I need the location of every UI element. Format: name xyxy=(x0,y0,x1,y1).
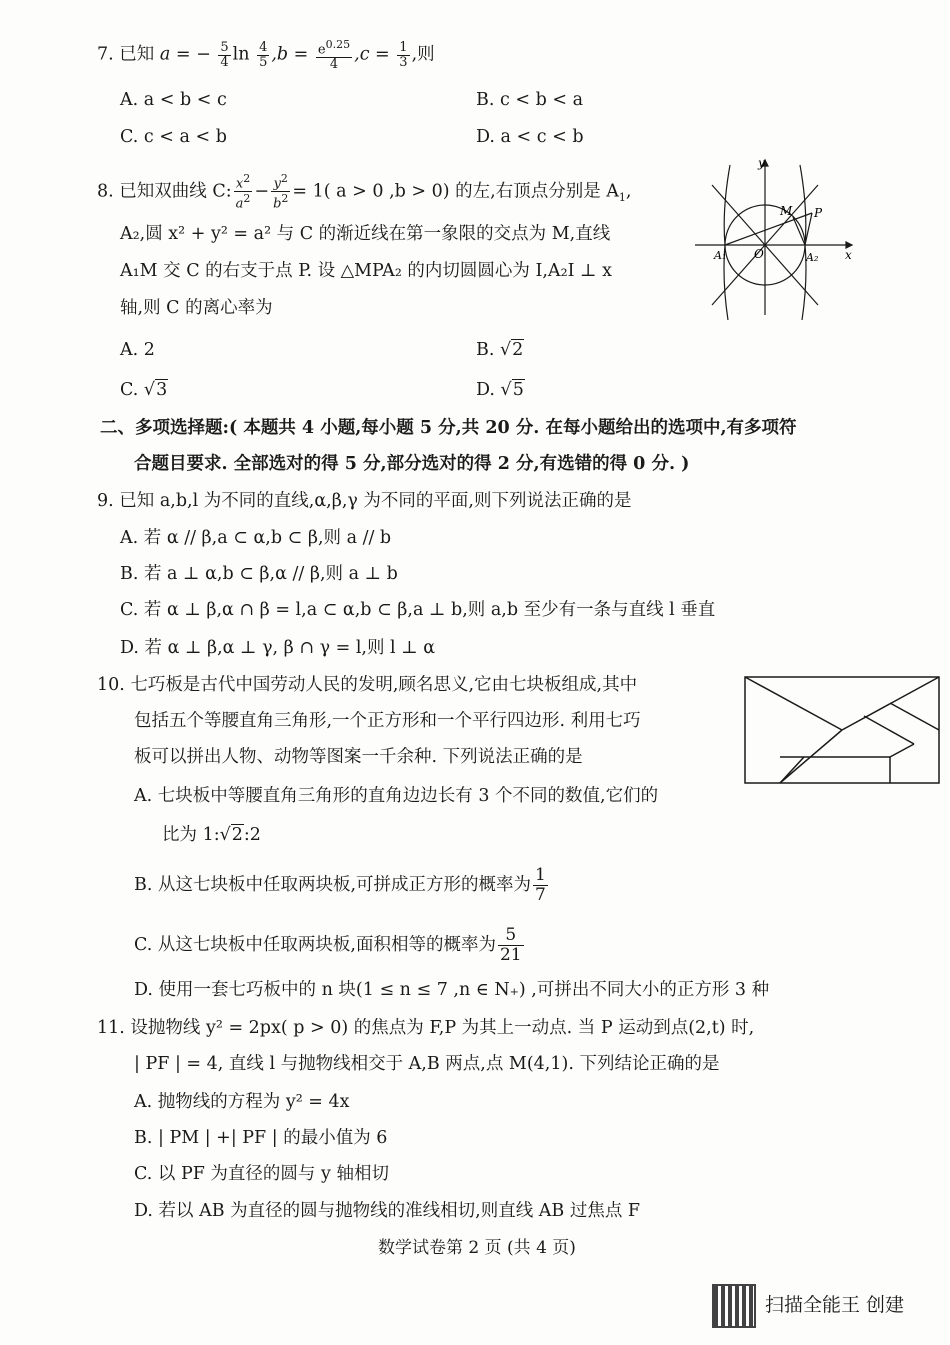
q11-stem-line1: 11. 设抛物线 y² = 2px( p > 0) 的焦点为 F,P 为其上一动点. 当 P 运动到点(2,t) 时, xyxy=(97,1018,755,1038)
label-x: x xyxy=(845,248,852,262)
q7-option-b: B. c < b < a xyxy=(476,90,583,110)
q11-stem-line2: | PF | = 4, 直线 l 与抛物线相交于 A,B 两点,点 M(4,1). 下列结论正确的是 xyxy=(134,1054,720,1074)
q11-option-c: C. 以 PF 为直径的圆与 y 轴相切 xyxy=(134,1164,389,1184)
hyperbola-figure xyxy=(690,155,860,325)
q11-option-d: D. 若以 AB 为直径的圆与抛物线的准线相切,则直线 AB 过焦点 F xyxy=(134,1201,641,1221)
page-footer: 数学试卷第 2 页 (共 4 页) xyxy=(378,1238,576,1258)
q10-stem-line2: 包括五个等腰直角三角形,一个正方形和一个平行四边形. 利用七巧 xyxy=(134,711,641,731)
q7-option-c: C. c < a < b xyxy=(120,127,227,147)
q10-option-a-line2: 比为 1:√2:2 xyxy=(162,825,261,845)
tangram-figure xyxy=(744,676,940,784)
q10-option-d: D. 使用一套七巧板中的 n 块(1 ≤ n ≤ 7 ,n ∈ N₊) ,可拼出不同大小的正方形 3 种 xyxy=(134,980,770,1000)
q10-option-c: C. 从这七块板中任取两块板,面积相等的概率为 $\frac{5}{21}$ xyxy=(134,925,522,965)
q11-option-b: B. | PM | +| PF | 的最小值为 6 xyxy=(134,1128,388,1148)
q9-option-b: B. 若 a ⊥ α,b ⊂ β,α // β,则 a ⊥ b xyxy=(120,564,398,584)
q9-option-a: A. 若 α // β,a ⊂ α,b ⊂ β,则 a // b xyxy=(120,528,392,548)
q9-stem: 9. 已知 a,b,l 为不同的直线,α,β,γ 为不同的平面,则下列说法正确的是 xyxy=(97,491,632,511)
q10-stem-line3: 板可以拼出人物、动物等图案一千余种. 下列说法正确的是 xyxy=(134,747,583,767)
q7-frac-c: $\frac{1}{3}$ xyxy=(399,39,408,70)
q9-option-d: D. 若 α ⊥ β,α ⊥ γ, β ∩ γ = l,则 l ⊥ α xyxy=(120,638,436,658)
q7-frac-a: $\frac{5}{4}$ xyxy=(220,39,229,70)
q7-number: 7. xyxy=(97,44,114,65)
label-M: M xyxy=(780,204,793,218)
q10-option-a-line1: A. 七块板中等腰直角三角形的直角边边长有 3 个不同的数值,它们的 xyxy=(134,786,659,806)
q8-stem-line3: A₁M 交 C 的右支于点 P. 设 △MPA₂ 的内切圆圆心为 I,A₂I ⊥ x xyxy=(120,261,612,281)
q7-stem: 7. 已知 a = − $\frac{5}{4}$ ln $\frac{4}{5}$ ,b = $\frac{e^{0.25}}{4}$ ,c = $\frac{1}{3}$ ,则 xyxy=(97,38,435,73)
q10-stem-line1: 10. 七巧板是古代中国劳动人民的发明,顾名思义,它由七块板组成,其中 xyxy=(97,675,638,695)
q8-stem-line1: 8. 已知双曲线 C: $\frac{x^2}{a^2}$ − $\frac{y^2}{b^2}$ = 1( a > 0 ,b > 0) 的左,右顶点分别是 $A_1$, xyxy=(97,172,632,212)
q8-stem-line2: A₂,圆 x² + y² = a² 与 C 的渐近线在第一象限的交点为 M,直线 xyxy=(120,224,611,244)
q8-option-b: B. √2 xyxy=(476,340,524,360)
q8-option-d: D. √5 xyxy=(476,380,524,400)
q8-stem-line4: 轴,则 C 的离心率为 xyxy=(120,298,273,318)
watermark-text: 扫描全能王 创建 xyxy=(765,1294,905,1316)
q8-option-c: C. √3 xyxy=(120,380,168,400)
q11-option-a: A. 抛物线的方程为 y² = 4x xyxy=(134,1092,350,1112)
qr-code xyxy=(712,1284,756,1328)
line-MA2 xyxy=(793,217,805,245)
q8-option-a: A. 2 xyxy=(120,340,155,360)
left-branch xyxy=(724,165,730,320)
section2-heading-line1: 二、多项选择题:( 本题共 4 小题,每小题 5 分,共 20 分. 在每小题给出的选项中,有多项符 xyxy=(100,418,797,438)
label-P: P xyxy=(814,206,823,220)
label-A2: A₂ xyxy=(806,251,819,264)
label-y: y xyxy=(758,156,765,170)
label-A1: A₁ xyxy=(714,249,727,262)
label-O: O xyxy=(754,247,764,261)
section2-heading-line2: 合题目要求. 全部选对的得 5 分,部分选对的得 2 分,有选错的得 0 分. ) xyxy=(134,454,690,474)
q7-option-d: D. a < c < b xyxy=(476,127,584,147)
q7-option-a: A. a < b < c xyxy=(120,90,227,110)
q7-frac-b: $\frac{e^{0.25}}{4}$ xyxy=(317,38,351,73)
q9-option-c: C. 若 α ⊥ β,α ∩ β = l,a ⊂ α,b ⊂ β,a ⊥ b,则 a,b 至少有一条与直线 l 垂直 xyxy=(120,600,716,620)
q10-option-b: B. 从这七块板中任取两块板,可拼成正方形的概率为 $\frac{1}{7}$ xyxy=(134,865,546,905)
